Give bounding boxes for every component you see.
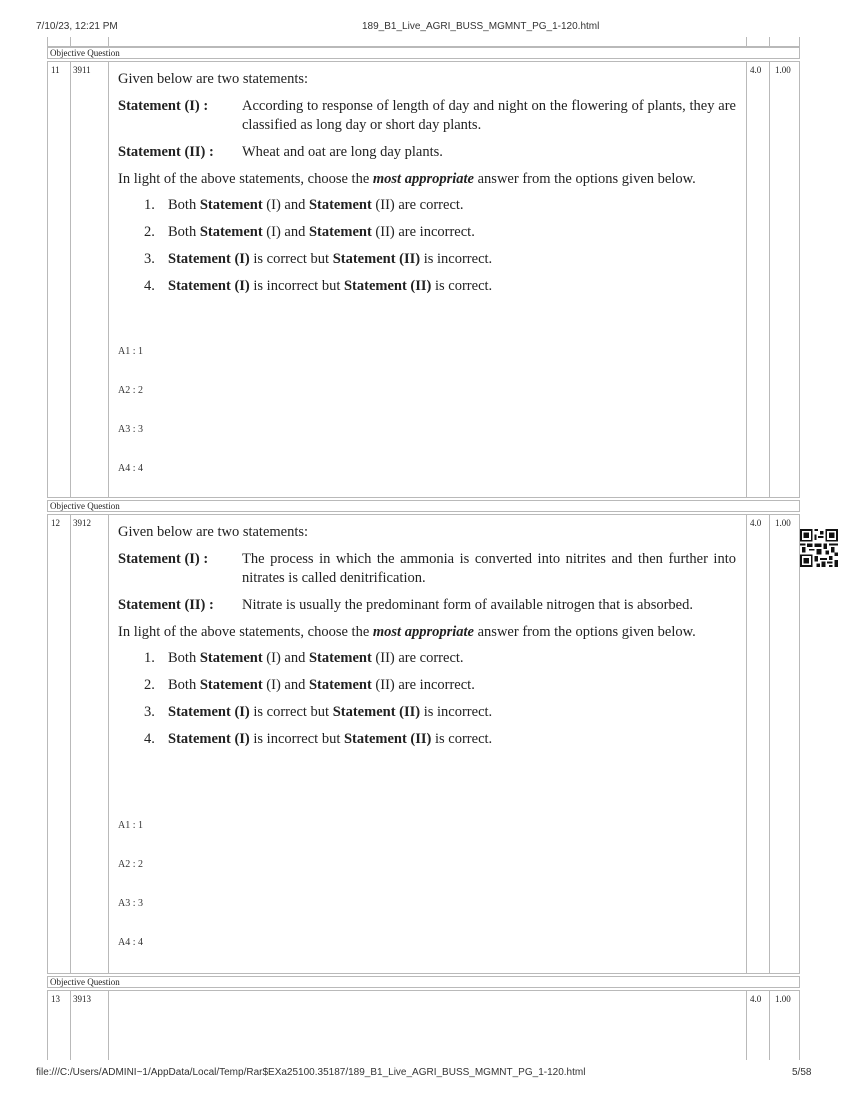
question-marks: 4.0	[750, 994, 762, 1004]
statement-text: Nitrate is usually the predominant form of available nitrogen that is absorbed.	[242, 597, 693, 613]
question-instruction: In light of the above statements, choose the most appropriate answer from the options given below.	[118, 171, 696, 187]
document-title: 189_B1_Live_AGRI_BUSS_MGMNT_PG_1-120.html	[362, 21, 600, 32]
option-item: 4. Statement (I) is incorrect but Statement (II) is correct.	[144, 731, 493, 747]
question-serial: 13	[51, 994, 60, 1004]
question-intro: Given below are two statements:	[118, 524, 309, 540]
question-id: 3911	[73, 65, 91, 75]
question-intro: Given below are two statements:	[118, 71, 309, 87]
statement-text: The process in which the ammonia is converted into nitrites and then further into nitrates is called denitrification.	[242, 551, 736, 586]
question-block-13	[47, 990, 800, 1060]
answer-option-1: A1 : 1	[118, 820, 143, 831]
option-item: 2. Both Statement (I) and Statement (II) are incorrect.	[144, 224, 475, 240]
question-id: 3912	[73, 518, 91, 528]
answer-option-3: A3 : 3	[118, 424, 143, 435]
question-instruction: In light of the above statements, choose the most appropriate answer from the options given below.	[118, 624, 696, 640]
print-date: 7/10/23, 12:21 PM	[36, 21, 118, 32]
question-marks: 4.0	[750, 65, 762, 75]
question-serial: 11	[51, 65, 60, 75]
question-negative-marks: 1.00	[775, 518, 791, 528]
statement-label: Statement (I) :	[118, 98, 209, 114]
statement-1	[118, 550, 736, 588]
option-item: 1. Both Statement (I) and Statement (II) are correct.	[144, 650, 464, 666]
option-item: 3. Statement (I) is correct but Statement (II) is incorrect.	[144, 704, 493, 720]
file-path: file:///C:/Users/ADMINI~1/AppData/Local/Temp/Rar$EXa25100.35187/189_B1_Live_AGRI_BUSS_MGMNT_PG_1-120.html	[36, 1067, 586, 1078]
answer-option-2: A2 : 2	[118, 385, 143, 396]
question-body	[118, 523, 736, 757]
statement-label: Statement (I) :	[118, 551, 209, 567]
answer-option-4: A4 : 4	[118, 937, 143, 948]
statement-1	[118, 97, 736, 135]
options-list	[118, 196, 736, 296]
option-item: 3. Statement (I) is correct but Statement (II) is incorrect.	[144, 251, 493, 267]
statement-2	[118, 143, 736, 162]
answer-option-2: A2 : 2	[118, 859, 143, 870]
answer-option-1: A1 : 1	[118, 346, 143, 357]
question-type-label: Objective Question	[47, 976, 800, 988]
statement-label: Statement (II) :	[118, 597, 214, 613]
question-type-label: Objective Question	[47, 500, 800, 512]
page-number: 5/58	[792, 1067, 812, 1078]
statement-text: According to response of length of day and night on the flowering of plants, they are classified as long day or short day plants.	[242, 98, 736, 133]
answer-option-4: A4 : 4	[118, 463, 143, 474]
question-body	[118, 70, 736, 304]
options-list	[118, 649, 736, 749]
statement-2	[118, 596, 736, 615]
question-id: 3913	[73, 994, 91, 1004]
question-block-12	[47, 514, 800, 974]
question-marks: 4.0	[750, 518, 762, 528]
question-negative-marks: 1.00	[775, 65, 791, 75]
question-type-label: Objective Question	[47, 47, 800, 59]
previous-question-tail	[47, 37, 800, 47]
question-serial: 12	[51, 518, 60, 528]
statement-label: Statement (II) :	[118, 144, 214, 160]
option-item: 1. Both Statement (I) and Statement (II) are correct.	[144, 197, 464, 213]
answer-option-3: A3 : 3	[118, 898, 143, 909]
option-item: 2. Both Statement (I) and Statement (II) are incorrect.	[144, 677, 475, 693]
question-negative-marks: 1.00	[775, 994, 791, 1004]
option-item: 4. Statement (I) is incorrect but Statement (II) is correct.	[144, 278, 493, 294]
question-block-11	[47, 61, 800, 498]
statement-text: Wheat and oat are long day plants.	[242, 144, 443, 160]
qr-code-icon	[800, 529, 838, 567]
